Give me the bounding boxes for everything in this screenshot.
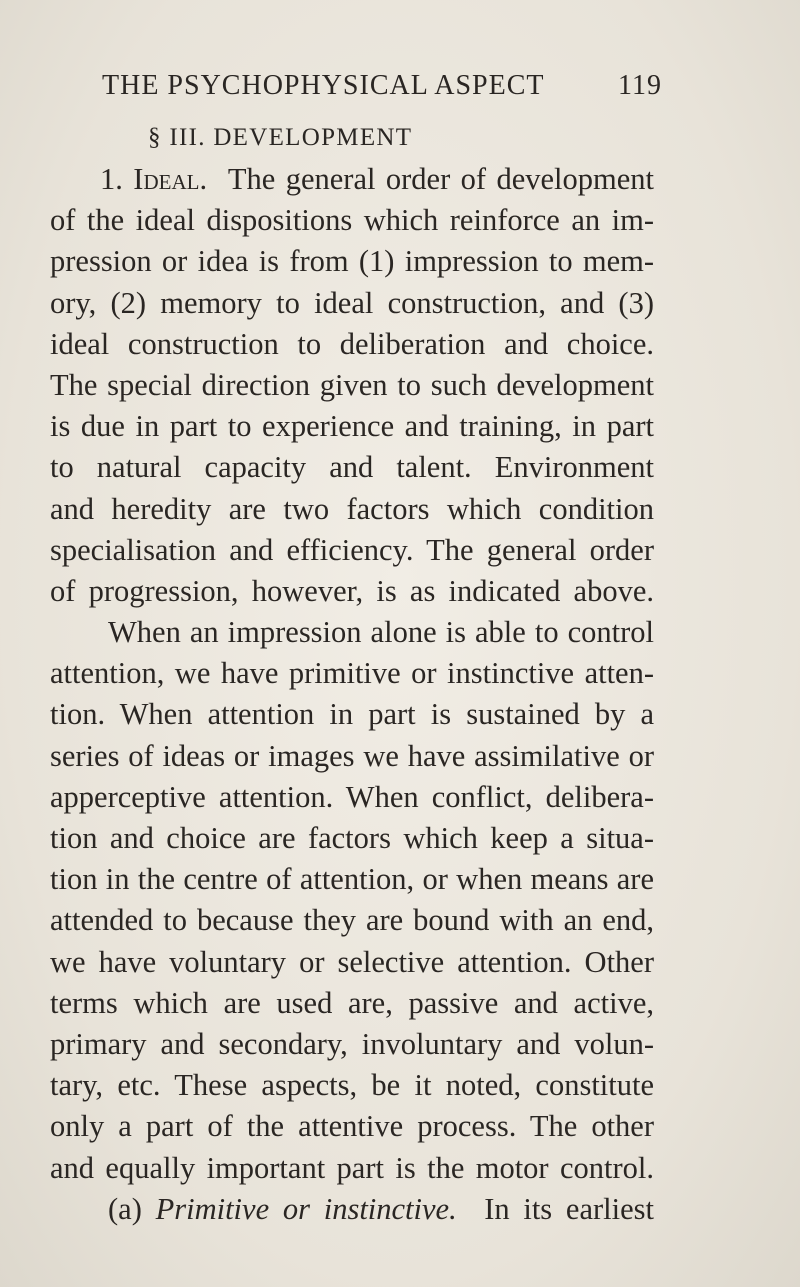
section-heading: § III. DEVELOPMENT bbox=[148, 124, 413, 151]
paragraph-label: Ideal. bbox=[133, 162, 208, 196]
paragraph-line: we have voluntary or selective attention. Other bbox=[50, 944, 654, 979]
paragraph-line: tion. When attention in part is sustained by a bbox=[50, 697, 654, 732]
paragraph-line: of the ideal dispositions which reinforce an im- bbox=[50, 203, 654, 238]
paragraph-line-text: In its earliest bbox=[484, 1191, 654, 1226]
paragraph-line: ory, (2) memory to ideal construction, and (3) bbox=[50, 285, 654, 320]
paragraph-line: of progression, however, is as indicated above. bbox=[50, 573, 654, 608]
paragraph-line bbox=[50, 159, 654, 200]
running-header bbox=[102, 70, 662, 102]
paragraph-line: tary, etc. These aspects, be it noted, constitute bbox=[50, 1068, 654, 1103]
paragraph-line: series of ideas or images we have assimilative or bbox=[50, 738, 654, 773]
paragraph-line bbox=[50, 1189, 654, 1230]
paragraph-line: attention, we have primitive or instinctive atten- bbox=[50, 656, 654, 691]
subsection-label: Primitive or instinctive. bbox=[155, 1191, 457, 1226]
paragraph-line: and equally important part is the motor control. bbox=[50, 1150, 654, 1185]
subsection-marker: (a) bbox=[108, 1191, 142, 1226]
paragraph-line: is due in part to experience and training, in part bbox=[50, 409, 654, 444]
paragraph-line: terms which are used are, passive and active, bbox=[50, 985, 654, 1020]
paragraph-line-text: The general order of development bbox=[227, 162, 655, 196]
running-title: THE PSYCHOPHYSICAL ASPECT bbox=[102, 70, 545, 101]
page-number: 119 bbox=[618, 70, 662, 101]
paragraph-line: The special direction given to such development bbox=[50, 367, 654, 402]
body-text bbox=[50, 159, 654, 1230]
paragraph-line: only a part of the attentive process. The other bbox=[50, 1109, 654, 1144]
paragraph-line: pression or idea is from (1) impression to mem- bbox=[50, 244, 654, 279]
paragraph-line: primary and secondary, involuntary and volun- bbox=[50, 1026, 654, 1061]
paragraph-line: When an impression alone is able to control bbox=[108, 615, 654, 650]
paragraph-number: 1. bbox=[100, 162, 123, 196]
paragraph-line: tion and choice are factors which keep a situa- bbox=[50, 821, 654, 855]
paragraph-line: and heredity are two factors which condition bbox=[50, 491, 654, 526]
paragraph-line: tion in the centre of attention, or when means are bbox=[50, 862, 654, 897]
paragraph-line: attended to because they are bound with an end, bbox=[50, 903, 654, 938]
paragraph-line: ideal construction to deliberation and choice. bbox=[50, 326, 654, 361]
paragraph-line: specialisation and efficiency. The general order bbox=[50, 532, 654, 567]
paragraph-line: apperceptive attention. When conflict, delibera- bbox=[50, 779, 654, 814]
paragraph-line: to natural capacity and talent. Environment bbox=[50, 450, 654, 485]
